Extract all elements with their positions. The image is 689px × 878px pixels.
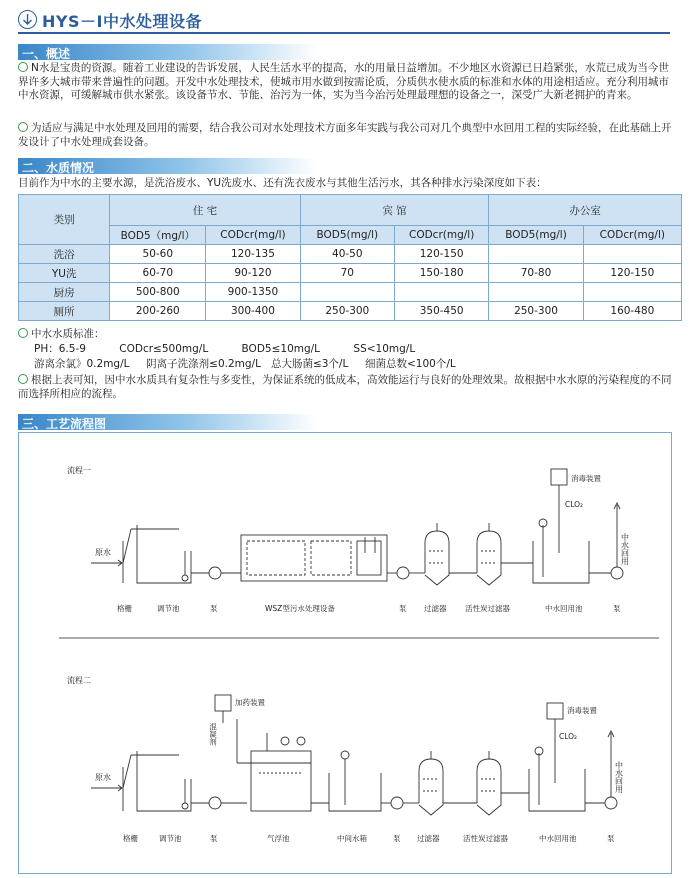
table-cell: 120-150: [583, 264, 681, 283]
water-standard-line-2: 游离余氯》0.2mg/L 阴离子洗涤剂≤0.2mg/L 总大肠菌≤3个/L 细菌总数<100个/L: [34, 358, 456, 370]
table-cell: 70-80: [489, 264, 583, 283]
table-row-label: 厨房: [19, 283, 110, 302]
flow2-label: 中水回用池: [539, 834, 577, 843]
flow1-name: 流程一: [67, 466, 91, 475]
flow1-reuse: 中水回用: [620, 533, 630, 565]
flow2-label: 气浮池: [267, 834, 290, 843]
flow2-reuse: 中水回用: [614, 761, 624, 793]
section-process-bar: [18, 414, 318, 430]
flow1-label: 调节池: [157, 604, 180, 613]
water-quality-intro: 目前作为中水的主要水源，是洗浴废水、YU洗废水、还有洗衣废水与其他生活污水，其各种排水污染深度如下表：: [18, 177, 547, 189]
section-overview-bar: [18, 44, 318, 60]
section-overview-title: 一、概述: [22, 47, 71, 61]
table-cell: 350-450: [394, 302, 488, 321]
table-cell: 200-260: [110, 302, 206, 321]
table-cell: 90-120: [206, 264, 300, 283]
table-group-header: 住 宅: [110, 195, 300, 226]
flow1-label: 泵: [399, 604, 407, 613]
table-group-header: 办公室: [489, 195, 682, 226]
table-cell: [300, 283, 394, 302]
table-cell: 120-135: [206, 245, 300, 264]
table-cell: 70: [300, 264, 394, 283]
flow1-label: 活性炭过滤器: [465, 604, 510, 613]
bullet-icon: [18, 328, 28, 338]
water-quality-conclusion: 根据上表可知，因中水水质具有复杂性与多变性，为保证系统的低成本，高效能运行与良好的处理效果。故根据中水水原的污染程度的不同而选择所相应的流程。: [18, 374, 672, 400]
bullet-icon: [18, 374, 28, 384]
water-standard-line-1: PH：6.5-9 CODcr≤500mg/L BOD5≤10mg/L SS<10mg/L: [34, 343, 416, 355]
flow2-coagulant: 混凝剂: [208, 723, 218, 746]
table-cell: 50-60: [110, 245, 206, 264]
flow2-label: 过滤器: [417, 834, 440, 843]
table-cell: [583, 283, 681, 302]
flow1-clo2: CLO₂: [565, 500, 584, 509]
table-subheader: BOD5(mg/l): [300, 226, 394, 245]
flow2-disinfect: 消毒装置: [567, 706, 597, 715]
overview-paragraph-2: 为适应与满足中水处理及回用的需要，结合我公司对水处理技术方面多年实践与我公司对几个典型中水回用工程的实际经验，在此基础上开发设计了中水处理成套设备。: [18, 122, 672, 148]
flow2-label: 泵: [393, 834, 401, 843]
page-header: [0, 0, 689, 40]
table-cell: 160-480: [583, 302, 681, 321]
table-cell: 250-300: [489, 302, 583, 321]
flow1-label: 泵: [613, 604, 621, 613]
flow1-label: 泵: [210, 604, 218, 613]
table-cell: 300-400: [206, 302, 300, 321]
flow1-label: 格栅: [117, 604, 132, 613]
table-cell: 900-1350: [206, 283, 300, 302]
table-cell: [583, 245, 681, 264]
table-subheader: BOD5（mg/l）: [110, 226, 206, 245]
overview-paragraph-1: N水是宝贵的资源。随着工业建设的告诉发展，人民生活水平的提高，水的用量日益增加。不少地区水资源已日趋紧张，水荒已成为当今世界许多大城市带来普遍性的问题。开发中水处理技术，使城市用水做到按需论质，分质供水使水质的标准和水体的用途相适应。充分利用城市中水资源，可缓解城市供水紧张。该设备节水、节能、治污为一体，实为当今治污处理最理想的设备之一，深受广大新老拥护的青来。: [18, 62, 669, 101]
page-title: HYS－Ⅰ中水处理设备: [42, 12, 202, 31]
process-flow-svg: [19, 433, 671, 873]
table-row: [19, 264, 682, 283]
table-cell: 60-70: [110, 264, 206, 283]
section-water-quality-title: 二、水质情况: [22, 161, 95, 175]
table-subheader: BOD5(mg/l): [489, 226, 583, 245]
flow1-label: 中水回用池: [545, 604, 583, 613]
flow2-label: 中间水箱: [337, 834, 367, 843]
flow2-dosing: 加药装置: [235, 698, 265, 707]
section-water-quality-bar: [18, 158, 318, 174]
table-row: [19, 245, 682, 264]
flow2-clo2: CLO₂: [559, 732, 578, 741]
water-standard-title: 中水水质标准：: [18, 328, 673, 342]
table-corner: 类别: [19, 195, 110, 245]
table-cell: 150-180: [394, 264, 488, 283]
flow2-label: 活性炭过滤器: [463, 834, 508, 843]
flow2-label: 泵: [210, 834, 218, 843]
arrow-down-circle-icon: [18, 10, 37, 29]
bullet-icon: [18, 62, 28, 72]
flow1-label: WSZ型污水处理设备: [265, 604, 335, 613]
flow2-label: 调节池: [159, 834, 182, 843]
bullet-icon: [18, 122, 28, 132]
table-row: [19, 302, 682, 321]
table-cell: [489, 245, 583, 264]
flow2-label: 泵: [607, 834, 615, 843]
table-row-label: 厕所: [19, 302, 110, 321]
table-cell: 40-50: [300, 245, 394, 264]
flow1-raw-water: 原水: [95, 548, 111, 557]
flow2-name: 流程二: [67, 676, 91, 685]
table-cell: 500-800: [110, 283, 206, 302]
water-quality-table: [18, 194, 682, 321]
table-group-header: 宾 馆: [300, 195, 489, 226]
table-cell: 120-150: [394, 245, 488, 264]
table-row: [19, 283, 682, 302]
section-process-title: 三、工艺流程图: [22, 417, 107, 431]
table-subheader: CODcr(mg/l): [206, 226, 300, 245]
table-cell: [394, 283, 488, 302]
table-subheader: CODcr(mg/l): [583, 226, 681, 245]
flow1-disinfect: 消毒装置: [571, 474, 601, 483]
table-subheader: CODcr(mg/l): [394, 226, 488, 245]
table-cell: 250-300: [300, 302, 394, 321]
flow1-label: 过滤器: [424, 604, 447, 613]
table-row-label: 洗浴: [19, 245, 110, 264]
flow2-label: 格栅: [123, 834, 138, 843]
flow2-raw-water: 原水: [95, 773, 111, 782]
table-row-label: YU洗: [19, 264, 110, 283]
table-cell: [489, 283, 583, 302]
header-divider: [18, 32, 670, 34]
process-flow-diagram: [18, 432, 672, 874]
